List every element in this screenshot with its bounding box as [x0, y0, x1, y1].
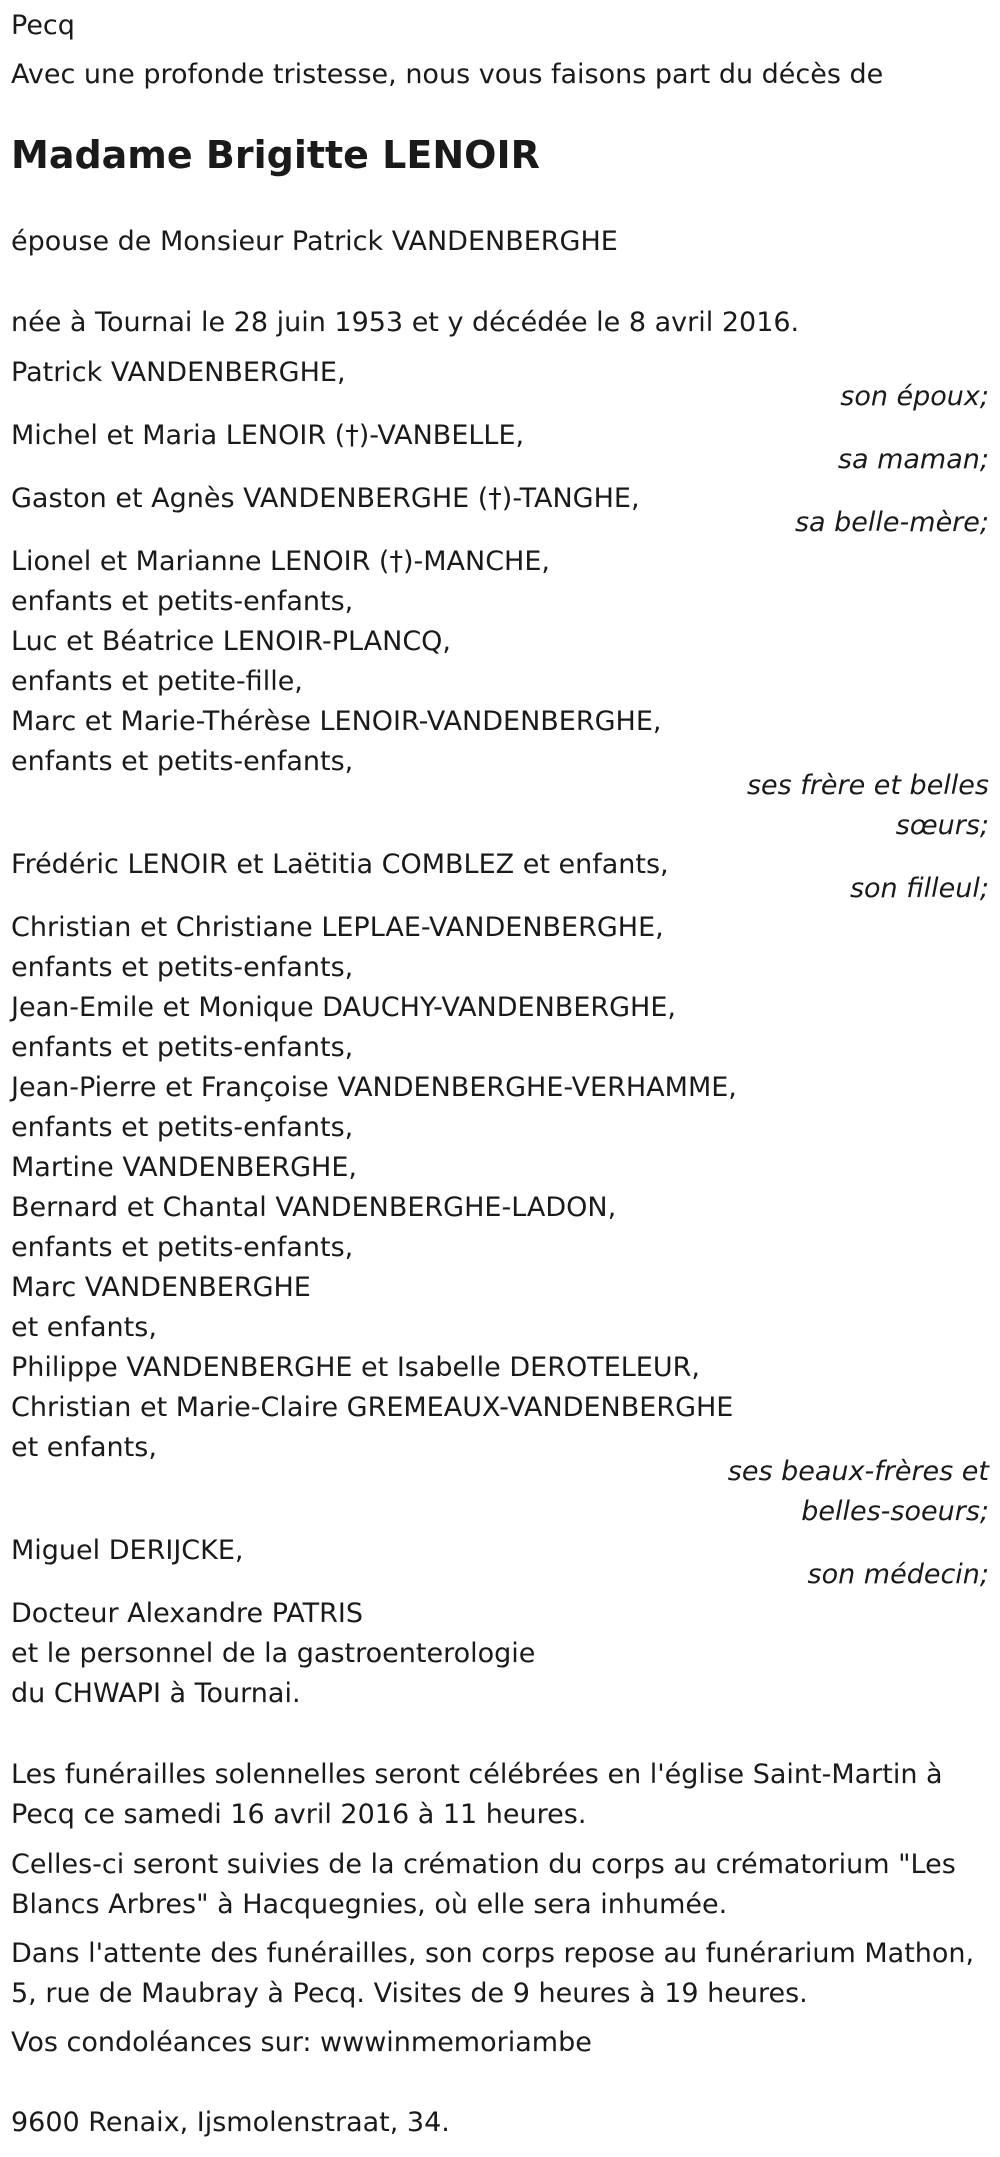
relation-label: son médecin; [807, 1559, 989, 1590]
family-line: Jean-Emile et Monique DAUCHY-VANDENBERGHE, [11, 992, 677, 1023]
location-text: Pecq [11, 10, 75, 41]
family-line: Docteur Alexandre PATRIS [11, 1598, 364, 1629]
family-line: enfants et petits-enfants, [11, 1232, 354, 1263]
family-line: Miguel DERIJCKE, [11, 1535, 244, 1566]
address-text: 9600 Renaix, Ijsmolenstraat, 34. [11, 2107, 450, 2138]
dates-text: née à Tournai le 28 juin 1953 et y décédée le 8 avril 2016. [11, 307, 800, 338]
funeral-text: 5, rue de Maubray à Pecq. Visites de 9 heures à 19 heures. [11, 1978, 808, 2009]
funeral-text: Pecq ce samedi 16 avril 2016 à 11 heures. [11, 1799, 587, 1830]
family-line: Marc et Marie-Thérèse LENOIR-VANDENBERGHE, [11, 706, 662, 737]
family-line: Bernard et Chantal VANDENBERGHE-LADON, [11, 1192, 617, 1223]
funeral-text: Dans l'attente des funérailles, son corps repose au funérarium Mathon, [11, 1938, 975, 1969]
family-line: Gaston et Agnès VANDENBERGHE (†)-TANGHE, [11, 483, 640, 514]
family-line: enfants et petits-enfants, [11, 746, 354, 777]
family-line: Michel et Maria LENOIR (†)-VANBELLE, [11, 420, 525, 451]
family-line: et enfants, [11, 1432, 157, 1463]
family-line: Philippe VANDENBERGHE et Isabelle DEROTELEUR, [11, 1352, 700, 1383]
intro-text: Avec une profonde tristesse, nous vous faisons part du décès de [11, 59, 884, 90]
family-line: et le personnel de la gastroenterologie [11, 1638, 536, 1669]
relation-label: son époux; [840, 381, 989, 412]
relation-label: sa maman; [837, 444, 989, 475]
family-line: et enfants, [11, 1312, 157, 1343]
relation-label: ses beaux-frères et [727, 1456, 989, 1487]
relation-label: son filleul; [849, 873, 989, 904]
family-line: enfants et petits-enfants, [11, 952, 354, 983]
funeral-text: Blancs Arbres" à Hacquegnies, où elle sera inhumée. [11, 1889, 728, 1920]
family-line: enfants et petite-fille, [11, 666, 303, 697]
deceased-name: Madame Brigitte LENOIR [11, 133, 540, 177]
relation-label: belles-soeurs; [801, 1496, 989, 1527]
funeral-text: Les funérailles solennelles seront célébrées en l'église Saint-Martin à [11, 1759, 943, 1790]
family-line: Christian et Christiane LEPLAE-VANDENBERGHE, [11, 912, 664, 943]
family-line: enfants et petits-enfants, [11, 1032, 354, 1063]
condolences-text: Vos condoléances sur: wwwinmemoriambe [11, 2027, 592, 2058]
relation-label: ses frère et belles [746, 770, 989, 801]
relation-label: sœurs; [895, 810, 989, 841]
spouse-text: épouse de Monsieur Patrick VANDENBERGHE [11, 226, 618, 257]
family-line: du CHWAPI à Tournai. [11, 1678, 301, 1709]
family-line: Patrick VANDENBERGHE, [11, 357, 346, 388]
family-line: Martine VANDENBERGHE, [11, 1152, 358, 1183]
relation-label: sa belle-mère; [794, 507, 989, 538]
family-line: enfants et petits-enfants, [11, 1112, 354, 1143]
family-line: enfants et petits-enfants, [11, 586, 354, 617]
family-line: Luc et Béatrice LENOIR-PLANCQ, [11, 626, 452, 657]
family-line: Jean-Pierre et Françoise VANDENBERGHE-VERHAMME, [11, 1072, 737, 1103]
family-line: Marc VANDENBERGHE [11, 1272, 311, 1303]
family-line: Frédéric LENOIR et Laëtitia COMBLEZ et enfants, [11, 849, 669, 880]
funeral-text: Celles-ci seront suivies de la crémation du corps au crématorium "Les [11, 1849, 956, 1880]
family-line: Lionel et Marianne LENOIR (†)-MANCHE, [11, 546, 550, 577]
family-line: Christian et Marie-Claire GREMEAUX-VANDENBERGHE [11, 1392, 734, 1423]
